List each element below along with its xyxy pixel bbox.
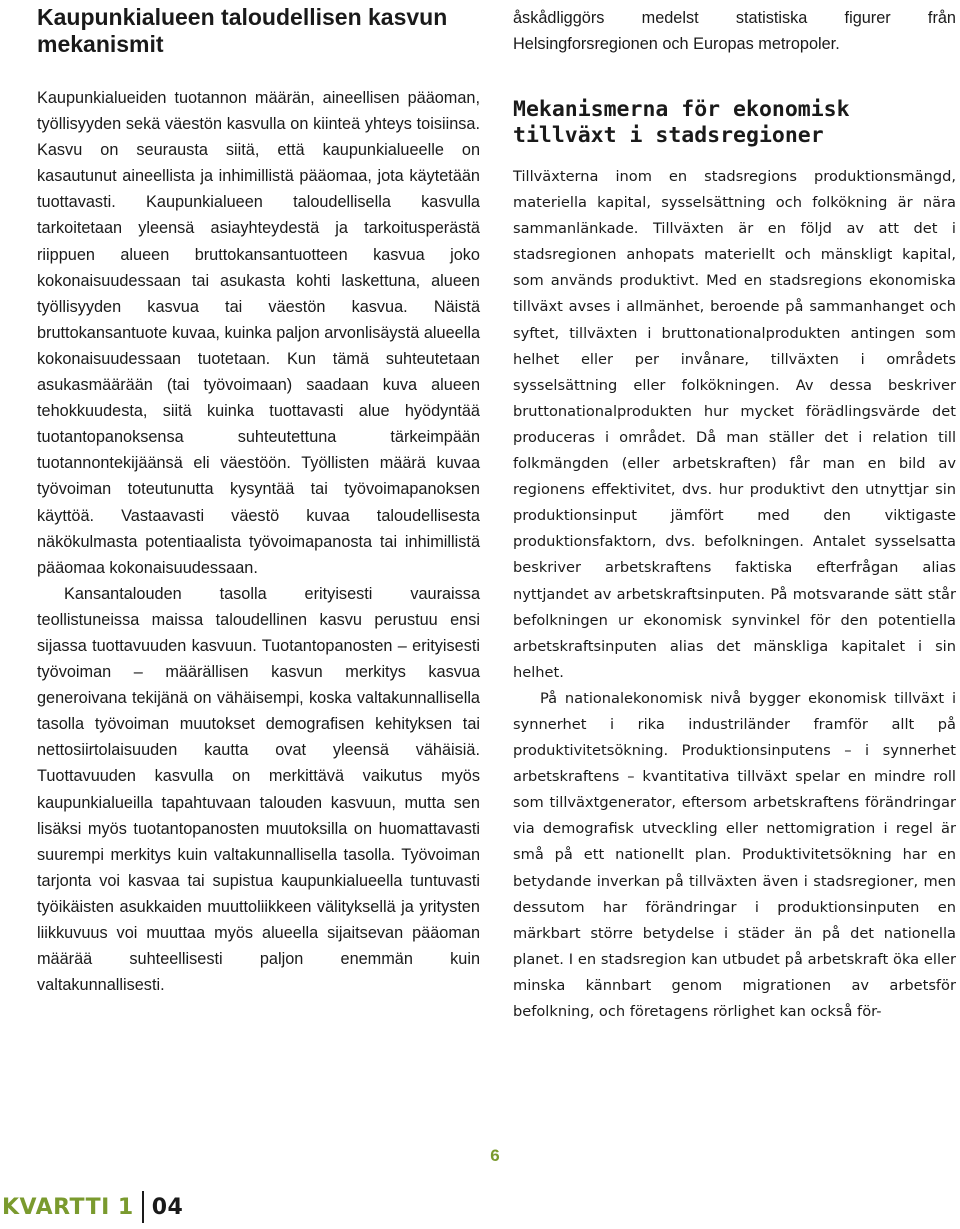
page-number: 6 xyxy=(490,1146,500,1165)
brand-divider xyxy=(142,1191,144,1223)
swedish-heading: Mekanismerna för ekonomisk tillväxt i stadsregioner xyxy=(513,97,850,148)
finnish-body xyxy=(37,85,480,998)
finnish-heading: Kaupunkialueen taloudellisen kasvun mekanismit xyxy=(37,4,448,57)
swedish-intro-text: åskådliggörs medelst statistiska figurer från Helsingforsregionen och Europas metropoler. xyxy=(513,9,956,54)
finnish-paragraph-2: Kansantalouden tasolla erityisesti vauraissa teollistuneissa maissa taloudellinen kasvu perustuu ensi sijassa tuottavuuden kasvuun. Tuotantopanosten – erityisesti työvoiman – määrällisen kasvun merkitys kasvua generoivana tekijänä on vähäisempi, koska valtakunnallisella tasolla työvoiman muutokset demografisen kehityksen tai nettosiirtolaisuuden kautta ovat yleensä vähäisiä. Tuottavuuden kasvulla on merkittävä vaikutus myös kaupunkialueilla tapahtuvaan talouden kasvuun, mutta sen lisäksi myös tuotantopanosten muutoksilla on huomattavasti suurempi merkitys kuin valtakunnallisella tasolla. Työvoiman tarjonta voi kasvaa tai supistua kaupunkialueella tuntuvasti työikäisten asukkaiden muuttoliikkeen välityksellä ja yritysten liikkuvuus voi muuttaa myös alueella sijaitsevan pääoman määrää suhteellisesti paljon enemmän kuin valtakunnallisesti. xyxy=(37,584,480,995)
finnish-paragraph-1: Kaupunkialueiden tuotannon määrän, aineellisen pääoman, työllisyyden sekä väestön kasvulla on kiinteä yhteys toisiinsa. Kasvu on seurausta siitä, että kaupunkialueelle on kasautunut aineellista ja inhimillistä pääomaa, jota käytetään tuottavasti. Kaupunkialueen taloudellisella kasvulla tarkoitetaan yleensä asiayhteydestä ja tarkoitusperästä riippuen alueen bruttokansantuotteen kasvua joko kokonaisuudessaan tai asukasta kohti laskettuna, alueen työllisyyden kasvua tai väestön kasvua. Näistä bruttokansantuote kuvaa, kuinka paljon arvonlisäystä alueella kokonaisuudessaan tuotetaan. Kun tämä suhteutetaan asukasmäärään (tai työvoimaan) saadaan kuva alueen tehokkuudesta, siitä kuinka tuottavasti alue hyödyntää tuotantopanoksensa suhteutettuna tärkeimpään tuotannontekijäänsä eli väestöön. Työllisten määrä kuvaa työvoiman toteutunutta kysyntää tai työvoimapanoksen käyttöä. Vastaavasti väestö kuvaa taloudellisesta näkökulmasta potentiaalista työvoimapanosta tai inhimillistä pääomaa kokonaisuudessaan. xyxy=(37,89,480,577)
publication-brand xyxy=(2,1190,183,1224)
swedish-paragraph-1: Tillväxterna inom en stadsregions produktionsmängd, materiella kapital, sysselsättning och folkökning är nära sammanlänkade. Tillväxten är en följd av att det i stadsregionen anhopats materiellt och mänskligt kapital, som används produktivt. Med en stadsregions ekonomiska tillväxt avses i allmänhet, beroende på sammanhanget och syftet, tillväxten i bruttonationalprodukten antingen som helhet eller per invånare, tillväxten i områdets sysselsättning eller folkökningen. Av dessa beskriver bruttonationalprodukten hur mycket förädlingsvärde det produceras i området. Då man ställer det i relation till folkmängden (eller arbetskraften) får man en bild av regionens effektivitet, dvs. hur produktivt den utnyttjar sin produktionsinput jämfört med den viktigaste produktionsfaktorn, dvs. befolkningen. Antalet sysselsatta beskriver arbetskraftens faktiska efterfrågan alias nyttjandet av arbetskraftsinputen. På motsvarande sätt står befolkningen ur ekonomisk synvinkel för den potentiella arbetskraftsinputen alias det mänskliga kapitalet i sin helhet. xyxy=(513,168,956,681)
brand-name: KVARTTI 1 xyxy=(2,1194,134,1220)
swedish-paragraph-2: På nationalekonomisk nivå bygger ekonomisk tillväxt i synnerhet i rika industriländer framför allt på produktivitetsökning. Produktionsinputens – i synnerhet arbetskraftens – kvantitativa tillväxt spelar en mindre roll som tillväxtgenerator, eftersom arbetskraftens förändringar via demografisk utveckling eller nettomigration i regel är små på ett nationellt plan. Produktivitetsökning har en betydande inverkan på tillväxten även i stadsregioner, men dessutom har förändringar i produktionsinputen en märkbart större betydelse i städer än på det nationella planet. I en stadsregion kan utbudet på arbetskraft öka eller minska kännbart genom migrationen av arbetsför befolkning, och företagens rörlighet kan också för- xyxy=(513,689,956,1020)
swedish-body xyxy=(513,164,956,1025)
issue-number: 04 xyxy=(151,1194,184,1220)
